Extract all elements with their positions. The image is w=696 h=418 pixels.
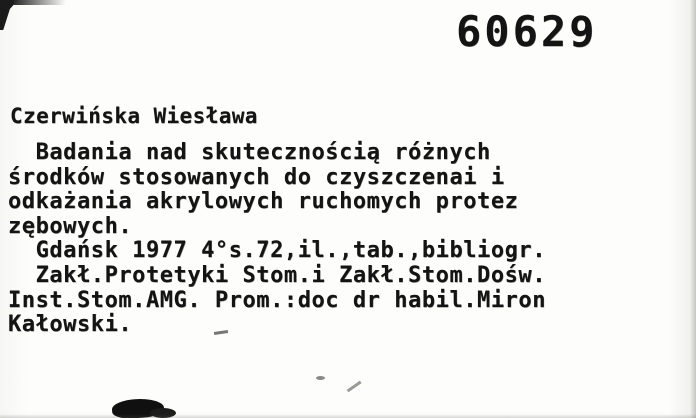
- entry-line: Kałowski.: [8, 312, 133, 338]
- entry-line: Inst.Stom.AMG. Prom.:doc dr habil.Miron: [8, 287, 547, 313]
- scan-artifact-right-edge: [690, 0, 696, 418]
- entry-line: Zakł.Protetyki Stom.i Zakł.Stom.Dośw.: [8, 262, 547, 288]
- catalog-number: 60629: [456, 7, 598, 56]
- scan-artifact-bottom-edge: [0, 414, 696, 418]
- author-name: Czerwińska Wiesława: [10, 104, 258, 128]
- entry-line: odkażania akrylowych ruchomych protez: [8, 189, 519, 215]
- bibliographic-entry: [8, 141, 546, 338]
- scan-artifact-dot: [316, 376, 325, 380]
- scan-artifact-top-streak: [14, 0, 66, 5]
- scan-artifact-slash: [347, 381, 362, 392]
- entry-line: zębowych.: [8, 213, 133, 239]
- entry-line: Badania nad skutecznością różnych: [8, 140, 491, 165]
- entry-line: środków stosowanych do czyszczenai i: [8, 164, 505, 190]
- entry-line: Gdańsk 1977 4°s.72,il.,tab.,bibliogr.: [8, 238, 547, 264]
